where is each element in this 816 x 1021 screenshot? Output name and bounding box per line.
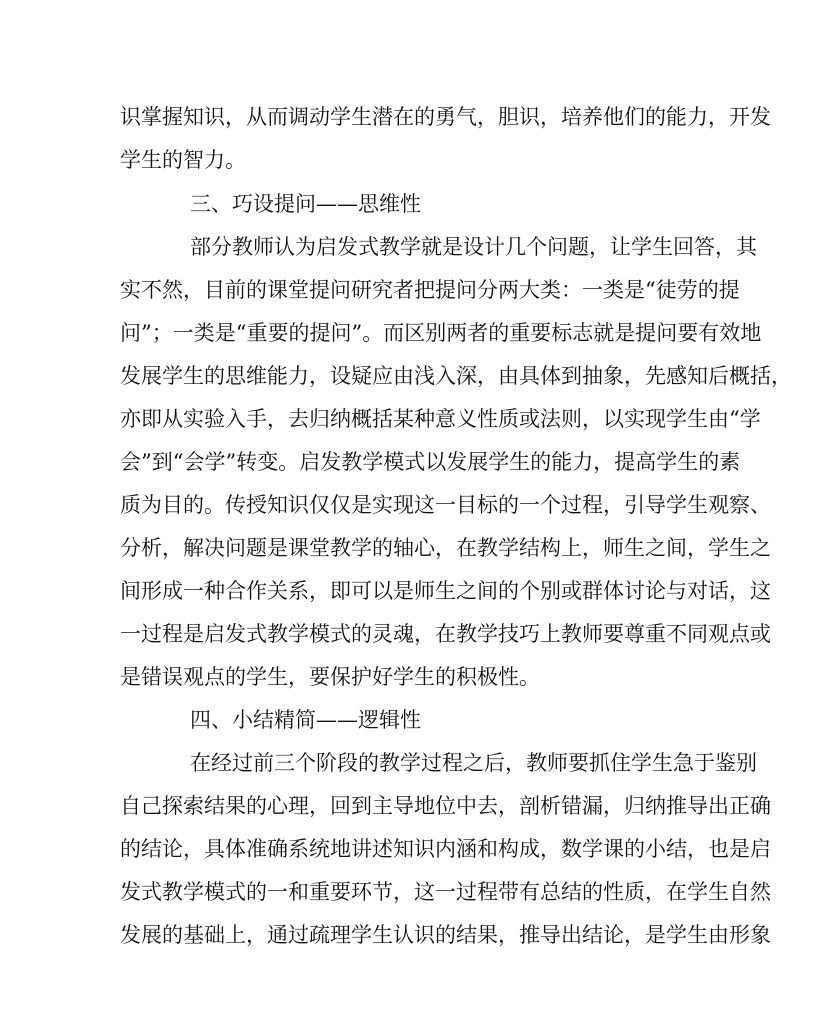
text-line: 在经过前三个阶段的教学过程之后，教师要抓住学生急于鉴别 bbox=[190, 751, 757, 775]
text-line: 发式教学模式的一和重要环节，这一过程带有总结的性质，在学生自然 bbox=[120, 880, 771, 904]
text-line: 识掌握知识，从而调动学生潜在的勇气，胆识，培养他们的能力，开发 bbox=[120, 105, 771, 129]
text-line: 会”到“会学”转变。启发教学模式以发展学生的能力，提高学生的素 bbox=[120, 450, 741, 474]
text-line: 学生的智力。 bbox=[120, 148, 246, 172]
text-line: 自己探索结果的心理，回到主导地位中去，剖析错漏，归纳推导出正确 bbox=[120, 794, 771, 818]
text-line: 是错误观点的学生，要保护好学生的积极性。 bbox=[120, 665, 540, 689]
text-line: 亦即从实验入手，去归纳概括某种意义性质或法则，以实现学生由“学 bbox=[120, 407, 761, 431]
section-heading: 三、巧设提问——思维性 bbox=[190, 192, 421, 216]
text-line: 质为目的。传授知识仅仅是实现这一目标的一个过程，引导学生观察、 bbox=[120, 493, 771, 517]
text-line: 问”；一类是“重要的提问”。而区别两者的重要标志就是提问要有效地 bbox=[120, 321, 762, 345]
text-line: 分析，解决问题是课堂教学的轴心，在教学结构上，师生之间，学生之 bbox=[120, 536, 771, 560]
text-line: 间形成一种合作关系，即可以是师生之间的个别或群体讨论与对话，这 bbox=[120, 579, 771, 603]
text-line: 实不然，目前的课堂提问研究者把提问分两大类：一类是“徒劳的提 bbox=[120, 278, 740, 302]
text-line: 发展学生的思维能力，设疑应由浅入深，由具体到抽象，先感知后概括， bbox=[120, 364, 792, 388]
text-line: 的结论，具体准确系统地讲述知识内涵和构成，数学课的小结，也是启 bbox=[120, 837, 771, 861]
text-line: 一过程是启发式教学模式的灵魂，在教学技巧上教师要尊重不同观点或 bbox=[120, 622, 771, 646]
text-line: 发展的基础上，通过疏理学生认识的结果，推导出结论，是学生由形象 bbox=[120, 923, 771, 947]
section-heading: 四、小结精简——逻辑性 bbox=[190, 708, 421, 732]
text-line: 部分教师认为启发式教学就是设计几个问题，让学生回答，其 bbox=[190, 235, 757, 259]
